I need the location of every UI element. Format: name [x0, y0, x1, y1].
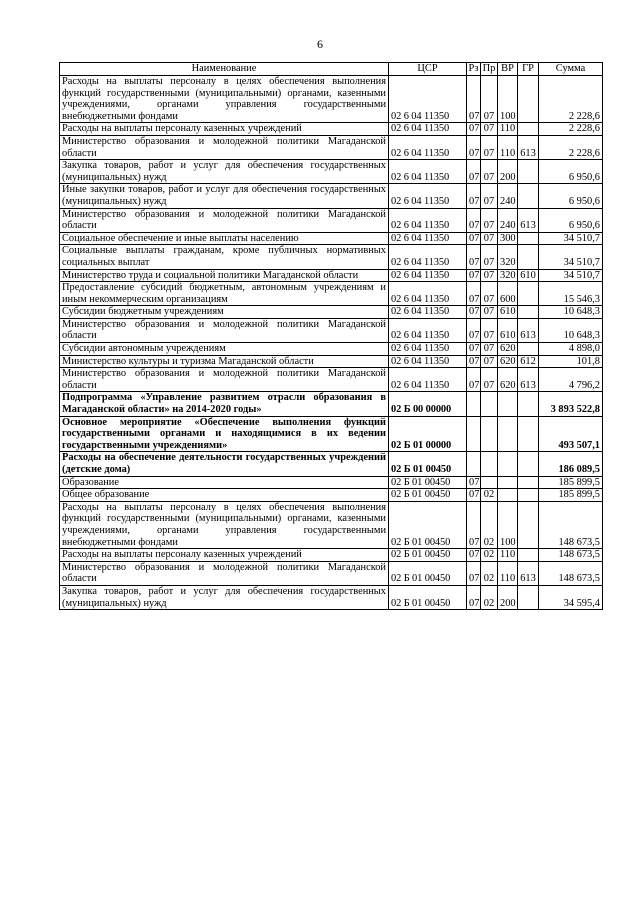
cell-name: Иные закупки товаров, работ и услуг для обеспечения государственных (муниципальных) нужд: [60, 184, 389, 208]
cell-name: Закупка товаров, работ и услуг для обеспечения государственных (муниципальных) нужд: [60, 585, 389, 609]
cell-rz: 07: [467, 184, 481, 208]
column-header-csr: ЦСР: [389, 63, 467, 76]
cell-vr: 240: [498, 184, 518, 208]
cell-rz: 07: [467, 232, 481, 245]
cell-gr: [518, 282, 539, 306]
cell-vr: 110: [498, 561, 518, 585]
cell-vr: 110: [498, 123, 518, 136]
cell-name: Расходы на выплаты персоналу в целях обеспечения выполнения функций государственными (муниципальными) органами, казенными учреждениями, органами управления государственными внебюджетными фондами: [60, 76, 389, 123]
cell-name: Образование: [60, 476, 389, 489]
cell-name: Министерство образования и молодежной политики Магаданской области: [60, 561, 389, 585]
cell-rz: 07: [467, 245, 481, 269]
cell-csr: 02 6 04 11350: [389, 208, 467, 232]
cell-rz: [467, 416, 481, 452]
cell-pr: 02: [481, 501, 498, 548]
cell-csr: 02 Б 01 00450: [389, 489, 467, 502]
cell-name: Министерство образования и молодежной политики Магаданской области: [60, 368, 389, 392]
table-row: [60, 501, 603, 548]
cell-gr: 613: [518, 318, 539, 342]
cell-pr: 07: [481, 135, 498, 159]
cell-csr: 02 6 04 11350: [389, 343, 467, 356]
column-header-vr: ВР: [498, 63, 518, 76]
cell-gr: [518, 489, 539, 502]
cell-name: Расходы на обеспечение деятельности государственных учреждений (детские дома): [60, 452, 389, 476]
cell-pr: 02: [481, 549, 498, 562]
cell-rz: 07: [467, 160, 481, 184]
cell-rz: 07: [467, 76, 481, 123]
cell-sum: 34 510,7: [539, 269, 603, 282]
cell-vr: 110: [498, 135, 518, 159]
cell-pr: 07: [481, 123, 498, 136]
table-row: [60, 476, 603, 489]
cell-pr: 07: [481, 184, 498, 208]
cell-csr: 02 6 04 11350: [389, 245, 467, 269]
cell-name: Субсидии бюджетным учреждениям: [60, 306, 389, 319]
page-number: 6: [317, 37, 323, 51]
cell-vr: 620: [498, 343, 518, 356]
cell-name: Министерство образования и молодежной политики Магаданской области: [60, 208, 389, 232]
cell-gr: 613: [518, 561, 539, 585]
cell-name: Основное мероприятие «Обеспечение выполнения функций государственными органами и находящимися в их ведении государственными учреждениями»: [60, 416, 389, 452]
cell-name: Расходы на выплаты персоналу в целях обеспечения выполнения функций государственными (муниципальными) органами, казенными учреждениями, органами управления государственными внебюджетными фондами: [60, 501, 389, 548]
table-row: [60, 282, 603, 306]
cell-csr: 02 Б 01 00450: [389, 549, 467, 562]
cell-pr: [481, 452, 498, 476]
cell-pr: [481, 476, 498, 489]
table-row: [60, 355, 603, 368]
cell-vr: 620: [498, 368, 518, 392]
table-row: [60, 318, 603, 342]
cell-pr: 02: [481, 585, 498, 609]
cell-name: Подпрограмма «Управление развитием отрасли образования в Магаданской области» на 2014-2020 годы»: [60, 392, 389, 416]
cell-csr: 02 Б 01 00450: [389, 476, 467, 489]
cell-vr: [498, 452, 518, 476]
cell-rz: 07: [467, 269, 481, 282]
cell-rz: 07: [467, 355, 481, 368]
cell-sum: 186 089,5: [539, 452, 603, 476]
cell-name: Предоставление субсидий бюджетным, автономным учреждениям и иным некоммерческим организациям: [60, 282, 389, 306]
cell-pr: 07: [481, 232, 498, 245]
cell-sum: 148 673,5: [539, 501, 603, 548]
cell-sum: 2 228,6: [539, 76, 603, 123]
cell-name: Расходы на выплаты персоналу казенных учреждений: [60, 123, 389, 136]
table-row: [60, 123, 603, 136]
cell-gr: [518, 232, 539, 245]
cell-rz: 07: [467, 135, 481, 159]
cell-sum: 10 648,3: [539, 306, 603, 319]
cell-csr: 02 6 04 11350: [389, 269, 467, 282]
table-header-row: [60, 63, 603, 76]
cell-sum: 10 648,3: [539, 318, 603, 342]
cell-pr: 07: [481, 76, 498, 123]
cell-name: Общее образование: [60, 489, 389, 502]
column-header-name: Наименование: [60, 63, 389, 76]
cell-gr: [518, 452, 539, 476]
cell-csr: 02 6 04 11350: [389, 306, 467, 319]
cell-gr: [518, 184, 539, 208]
cell-gr: [518, 343, 539, 356]
cell-rz: 07: [467, 561, 481, 585]
table-row: [60, 232, 603, 245]
cell-csr: 02 Б 01 00450: [389, 452, 467, 476]
cell-sum: 6 950,6: [539, 184, 603, 208]
cell-rz: 07: [467, 208, 481, 232]
cell-pr: 07: [481, 318, 498, 342]
cell-name: Закупка товаров, работ и услуг для обеспечения государственных (муниципальных) нужд: [60, 160, 389, 184]
cell-vr: 620: [498, 355, 518, 368]
cell-csr: 02 6 04 11350: [389, 368, 467, 392]
cell-gr: [518, 160, 539, 184]
table-row: [60, 585, 603, 609]
cell-gr: [518, 585, 539, 609]
table-row: [60, 392, 603, 416]
cell-pr: 07: [481, 343, 498, 356]
table-row: [60, 489, 603, 502]
cell-pr: 07: [481, 208, 498, 232]
table-row: [60, 368, 603, 392]
table-row: [60, 561, 603, 585]
cell-rz: 07: [467, 549, 481, 562]
cell-vr: 320: [498, 245, 518, 269]
cell-name: Министерство культуры и туризма Магаданской области: [60, 355, 389, 368]
cell-rz: 07: [467, 368, 481, 392]
cell-gr: 613: [518, 208, 539, 232]
cell-gr: [518, 501, 539, 548]
cell-vr: 100: [498, 501, 518, 548]
cell-gr: 613: [518, 135, 539, 159]
cell-pr: 07: [481, 269, 498, 282]
cell-sum: 4 796,2: [539, 368, 603, 392]
cell-name: Министерство образования и молодежной политики Магаданской области: [60, 135, 389, 159]
cell-pr: 07: [481, 245, 498, 269]
cell-name: Социальное обеспечение и иные выплаты населению: [60, 232, 389, 245]
cell-sum: 101,8: [539, 355, 603, 368]
cell-vr: 110: [498, 549, 518, 562]
cell-vr: [498, 489, 518, 502]
table-row: [60, 208, 603, 232]
cell-name: Министерство образования и молодежной политики Магаданской области: [60, 318, 389, 342]
cell-csr: 02 6 04 11350: [389, 184, 467, 208]
budget-table: [59, 62, 603, 610]
cell-sum: 185 899,5: [539, 489, 603, 502]
cell-sum: 6 950,6: [539, 208, 603, 232]
cell-rz: 07: [467, 318, 481, 342]
cell-gr: [518, 306, 539, 319]
cell-pr: 07: [481, 282, 498, 306]
cell-pr: 02: [481, 489, 498, 502]
cell-sum: 34 595,4: [539, 585, 603, 609]
cell-vr: [498, 476, 518, 489]
cell-pr: 07: [481, 355, 498, 368]
cell-vr: 610: [498, 306, 518, 319]
cell-csr: 02 Б 01 00450: [389, 561, 467, 585]
cell-pr: 02: [481, 561, 498, 585]
cell-vr: 100: [498, 76, 518, 123]
cell-csr: 02 6 04 11350: [389, 160, 467, 184]
cell-gr: [518, 123, 539, 136]
cell-sum: 4 898,0: [539, 343, 603, 356]
cell-sum: 6 950,6: [539, 160, 603, 184]
cell-csr: 02 6 04 11350: [389, 318, 467, 342]
cell-gr: [518, 549, 539, 562]
cell-rz: 07: [467, 343, 481, 356]
table-row: [60, 306, 603, 319]
cell-name: Министерство труда и социальной политики Магаданской области: [60, 269, 389, 282]
cell-sum: 3 893 522,8: [539, 392, 603, 416]
cell-rz: 07: [467, 282, 481, 306]
cell-gr: [518, 416, 539, 452]
cell-sum: 2 228,6: [539, 123, 603, 136]
cell-csr: 02 Б 00 00000: [389, 392, 467, 416]
cell-pr: 07: [481, 306, 498, 319]
cell-rz: 07: [467, 489, 481, 502]
table-row: [60, 269, 603, 282]
cell-pr: [481, 416, 498, 452]
cell-gr: 613: [518, 368, 539, 392]
cell-csr: 02 Б 01 00450: [389, 585, 467, 609]
cell-sum: 2 228,6: [539, 135, 603, 159]
cell-vr: 610: [498, 318, 518, 342]
cell-name: Расходы на выплаты персоналу казенных учреждений: [60, 549, 389, 562]
cell-name: Субсидии автономным учреждениям: [60, 343, 389, 356]
table-row: [60, 245, 603, 269]
cell-gr: [518, 392, 539, 416]
cell-sum: 15 546,3: [539, 282, 603, 306]
column-header-sum: Сумма: [539, 63, 603, 76]
cell-sum: 185 899,5: [539, 476, 603, 489]
cell-gr: [518, 76, 539, 123]
cell-name: Социальные выплаты гражданам, кроме публичных нормативных социальных выплат: [60, 245, 389, 269]
table-row: [60, 184, 603, 208]
table-row: [60, 343, 603, 356]
cell-rz: 07: [467, 585, 481, 609]
cell-sum: 34 510,7: [539, 245, 603, 269]
cell-pr: [481, 392, 498, 416]
cell-gr: 610: [518, 269, 539, 282]
cell-csr: 02 6 04 11350: [389, 355, 467, 368]
cell-sum: 148 673,5: [539, 549, 603, 562]
cell-csr: 02 Б 01 00450: [389, 501, 467, 548]
cell-rz: 07: [467, 306, 481, 319]
cell-csr: 02 6 04 11350: [389, 76, 467, 123]
cell-rz: 07: [467, 476, 481, 489]
cell-gr: [518, 245, 539, 269]
cell-vr: 600: [498, 282, 518, 306]
cell-rz: 07: [467, 501, 481, 548]
cell-vr: [498, 416, 518, 452]
cell-rz: [467, 452, 481, 476]
cell-sum: 34 510,7: [539, 232, 603, 245]
table-row: [60, 76, 603, 123]
cell-pr: 07: [481, 368, 498, 392]
cell-vr: 200: [498, 585, 518, 609]
column-header-gr: ГР: [518, 63, 539, 76]
cell-rz: [467, 392, 481, 416]
table-row: [60, 452, 603, 476]
cell-vr: 240: [498, 208, 518, 232]
cell-pr: 07: [481, 160, 498, 184]
cell-csr: 02 6 04 11350: [389, 123, 467, 136]
cell-sum: 148 673,5: [539, 561, 603, 585]
cell-vr: 320: [498, 269, 518, 282]
table-row: [60, 135, 603, 159]
column-header-rz: Рз: [467, 63, 481, 76]
cell-vr: 300: [498, 232, 518, 245]
cell-gr: [518, 476, 539, 489]
table-row: [60, 549, 603, 562]
cell-vr: 200: [498, 160, 518, 184]
cell-gr: 612: [518, 355, 539, 368]
cell-rz: 07: [467, 123, 481, 136]
cell-csr: 02 6 04 11350: [389, 135, 467, 159]
cell-csr: 02 Б 01 00000: [389, 416, 467, 452]
cell-csr: 02 6 04 11350: [389, 232, 467, 245]
table-row: [60, 416, 603, 452]
cell-csr: 02 6 04 11350: [389, 282, 467, 306]
table-row: [60, 160, 603, 184]
cell-vr: [498, 392, 518, 416]
cell-sum: 493 507,1: [539, 416, 603, 452]
column-header-pr: Пр: [481, 63, 498, 76]
